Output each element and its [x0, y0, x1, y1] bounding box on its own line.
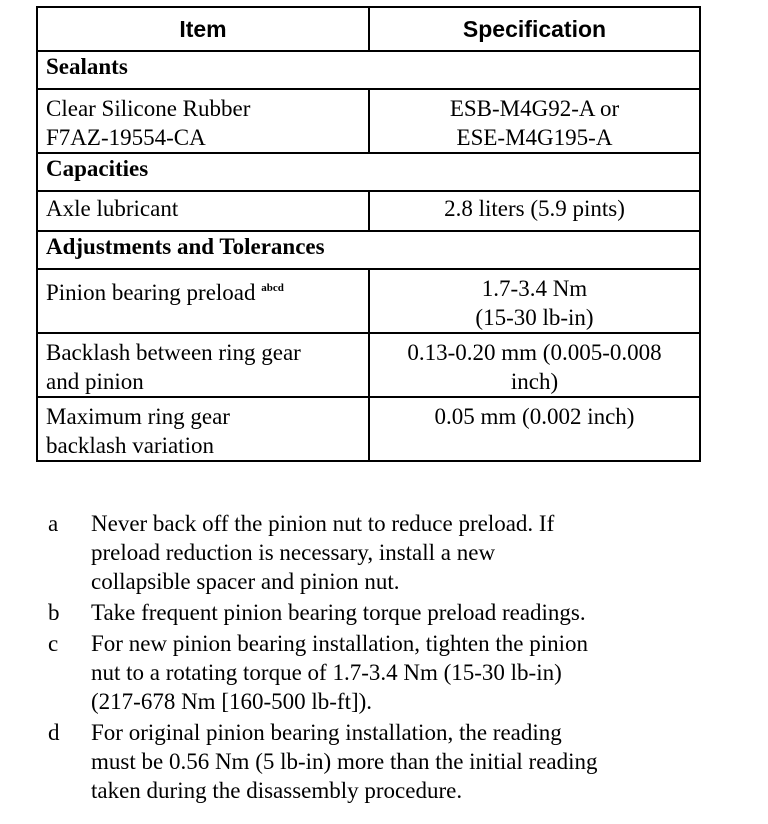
- footnote-line: preload reduction is necessary, install a new: [91, 540, 496, 565]
- spec-line: ESE-M4G195-A: [456, 125, 613, 150]
- footnote-text: [91, 509, 728, 596]
- footnote-line: nut to a rotating torque of 1.7-3.4 Nm (15-30 lb-in): [91, 660, 562, 685]
- footnote: [48, 509, 728, 596]
- footnote-line: For new pinion bearing installation, tighten the pinion: [91, 631, 588, 656]
- footnote-reference: abcd: [261, 282, 284, 294]
- spec-line: 0.05 mm (0.002 inch): [434, 404, 635, 429]
- spec-cell: [369, 333, 700, 397]
- section-row: [37, 231, 700, 269]
- header-item: Item: [37, 7, 369, 51]
- footnote: [48, 629, 728, 716]
- spec-line: 1.7-3.4 Nm: [481, 276, 588, 301]
- spec-line: 0.13-0.20 mm (0.005-0.008: [407, 340, 662, 365]
- section-title-sealants: Sealants: [37, 51, 700, 89]
- footnote-letter: d: [48, 720, 60, 745]
- spec-cell: [369, 89, 700, 153]
- item-line: backlash variation: [46, 433, 214, 458]
- spec-cell: [369, 269, 700, 333]
- item-line: Backlash between ring gear: [46, 340, 301, 365]
- section-row: [37, 153, 700, 191]
- item-text: Pinion bearing preload: [46, 280, 256, 305]
- spec-line: inch): [510, 369, 559, 394]
- footnote-letter: b: [48, 600, 60, 625]
- footnote-letter: a: [48, 511, 59, 536]
- item-cell: [37, 89, 369, 153]
- item-cell: [37, 397, 369, 461]
- footnote-line: Take frequent pinion bearing torque preload readings.: [91, 600, 586, 625]
- spec-line: 2.8 liters (5.9 pints): [444, 196, 625, 221]
- spec-cell: [369, 397, 700, 461]
- table-row: [37, 269, 700, 333]
- footnote-line: (217-678 Nm [160-500 lb-ft]).: [91, 689, 373, 714]
- item-line: and pinion: [46, 369, 144, 394]
- table-row: [37, 333, 700, 397]
- section-title-adjustments: Adjustments and Tolerances: [37, 231, 700, 269]
- item-cell: [37, 191, 369, 231]
- specification-table: [36, 6, 701, 462]
- spec-cell: [369, 191, 700, 231]
- footnote-line: taken during the disassembly procedure.: [91, 778, 463, 803]
- item-line: Clear Silicone Rubber: [46, 96, 251, 121]
- header-specification: Specification: [369, 7, 700, 51]
- table-row: [37, 397, 700, 461]
- footnote-line: must be 0.56 Nm (5 lb-in) more than the initial reading: [91, 749, 598, 774]
- spec-line: (15-30 lb-in): [475, 305, 594, 330]
- spec-line: ESB-M4G92-A or: [449, 96, 620, 121]
- item-cell: [37, 333, 369, 397]
- table-row: [37, 191, 700, 231]
- footnote-line: collapsible spacer and pinion nut.: [91, 569, 400, 594]
- footnote-text: [91, 629, 728, 716]
- item-line: F7AZ-19554-CA: [46, 125, 206, 150]
- item-cell: [37, 269, 369, 333]
- table-row: [37, 89, 700, 153]
- section-title-capacities: Capacities: [37, 153, 700, 191]
- footnote-text: [91, 598, 728, 627]
- item-line: Axle lubricant: [46, 196, 179, 221]
- section-row: [37, 51, 700, 89]
- footnote: [48, 598, 728, 627]
- footnote-line: Never back off the pinion nut to reduce preload. If: [91, 511, 555, 536]
- item-line: [46, 274, 360, 307]
- footnote-line: For original pinion bearing installation, the reading: [91, 720, 562, 745]
- header-row: [37, 7, 700, 51]
- footnotes: [48, 509, 728, 807]
- item-line: Maximum ring gear: [46, 404, 230, 429]
- footnote: [48, 718, 728, 805]
- footnote-letter: c: [48, 631, 59, 656]
- footnote-text: [91, 718, 728, 805]
